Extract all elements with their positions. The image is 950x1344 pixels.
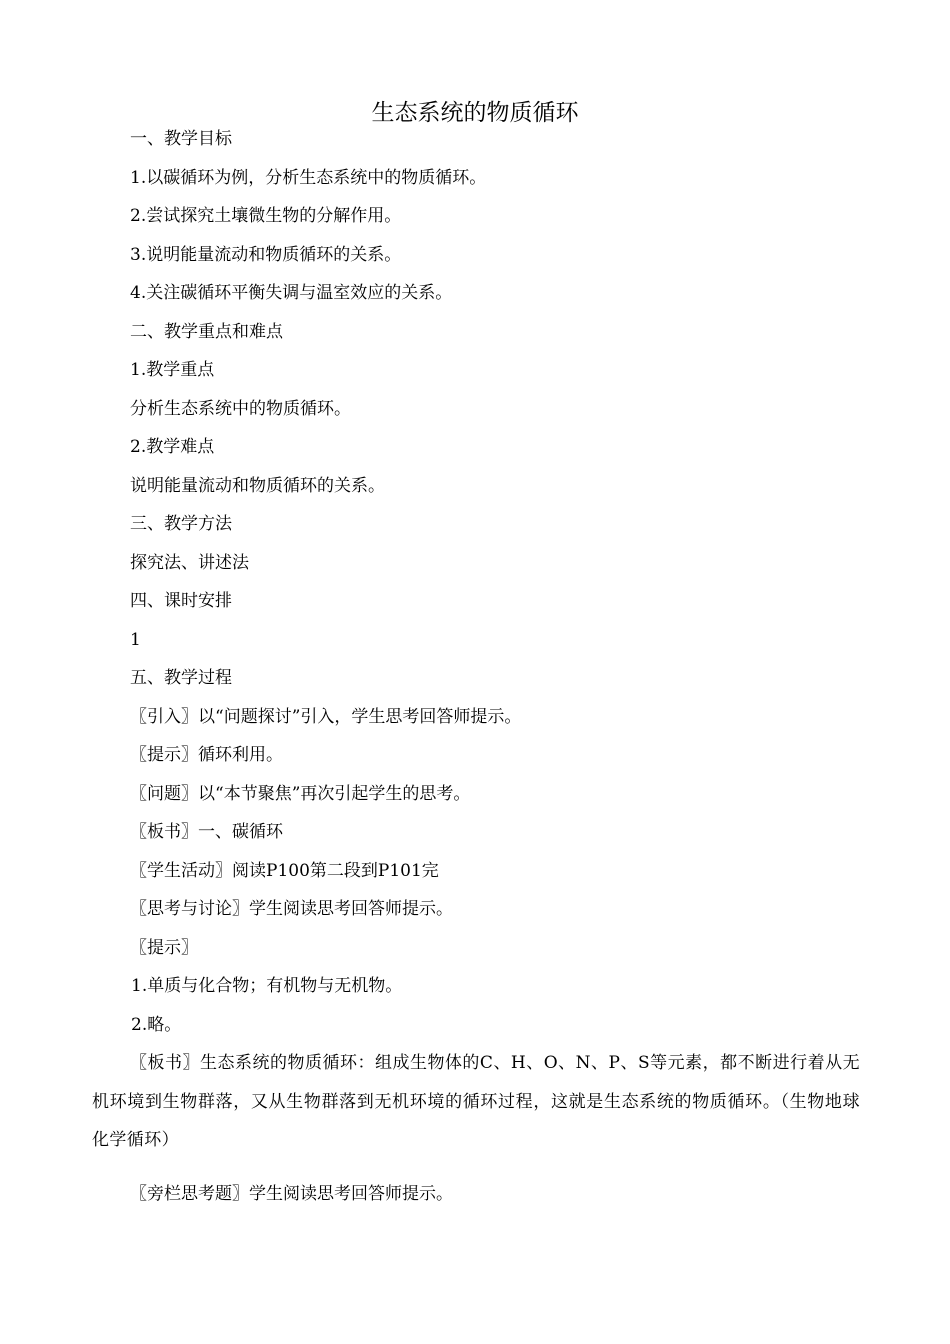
section-heading-key-points: 二、教学重点和难点	[130, 322, 283, 342]
section-heading-schedule: 四、课时安排	[130, 591, 232, 611]
methods-text: 探究法、讲述法	[130, 553, 249, 573]
section-heading-methods: 三、教学方法	[130, 514, 232, 534]
section-heading-process: 五、教学过程	[130, 668, 232, 688]
key-point-text: 分析生态系统中的物质循环。	[130, 399, 351, 419]
process-hint: 〖提示〗循环利用。	[130, 745, 283, 765]
difficulty-text: 说明能量流动和物质循环的关系。	[130, 476, 385, 496]
process-board-carbon: 〖板书〗一、碳循环	[130, 822, 283, 842]
sidebar-question-line: 〖旁栏思考题〗学生阅读思考回答师提示。	[130, 1184, 453, 1204]
subheading-difficulty: 2.教学难点	[130, 437, 215, 457]
process-question: 〖问题〗以“本节聚焦”再次引起学生的思考。	[130, 784, 471, 804]
schedule-text: 1	[130, 630, 141, 650]
objective-item-3: 3.说明能量流动和物质循环的关系。	[130, 245, 402, 265]
process-hint-label: 〖提示〗	[130, 938, 198, 958]
objective-item-1: 1.以碳循环为例，分析生态系统中的物质循环。	[130, 168, 487, 188]
hint-item-1: 1.单质与化合物；有机物与无机物。	[131, 976, 403, 996]
hint-item-2: 2.略。	[131, 1015, 182, 1035]
process-student-activity: 〖学生活动〗阅读P100第二段到P101完	[130, 861, 439, 881]
objective-item-4: 4.关注碳循环平衡失调与温室效应的关系。	[130, 283, 453, 303]
process-intro: 〖引入〗以“问题探讨”引入，学生思考回答师提示。	[130, 707, 522, 727]
objective-item-2: 2.尝试探究土壤微生物的分解作用。	[130, 206, 402, 226]
section-heading-objectives: 一、教学目标	[130, 129, 232, 149]
document-title: 生态系统的物质循环	[371, 100, 579, 126]
process-discussion: 〖思考与讨论〗学生阅读思考回答师提示。	[130, 899, 453, 919]
board-paragraph: 〖板书〗生态系统的物质循环：组成生物体的C、H、O、N、P、S等元素，都不断进行着从无机环境到生物群落，又从生物群落到无机环境的循环过程，这就是生态系统的物质循环。（生物地球化学循环）	[92, 1053, 860, 1150]
subheading-key-point: 1.教学重点	[130, 360, 215, 380]
